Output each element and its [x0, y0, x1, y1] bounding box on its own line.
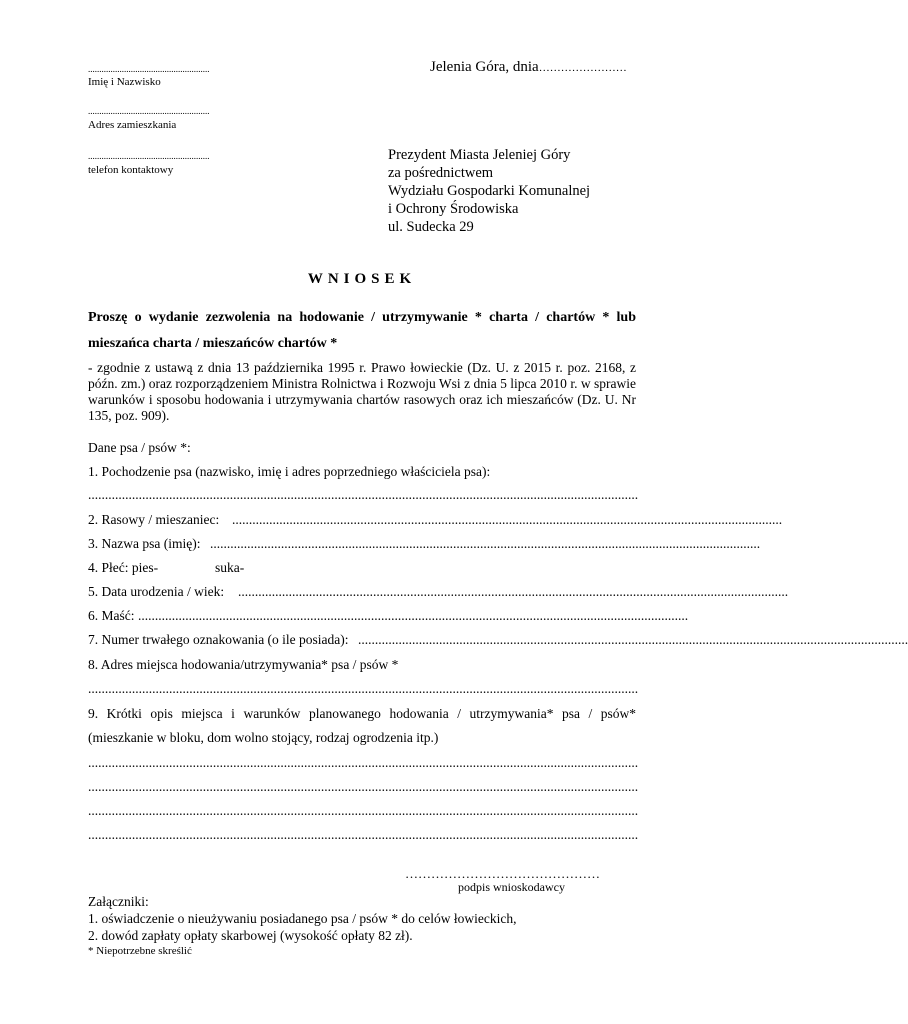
item-6-label: 6. Maść: — [88, 608, 135, 623]
city-date — [430, 59, 627, 76]
item-1-field[interactable]: ................................................................................................................................................................... — [88, 487, 639, 502]
item-9-field-4[interactable]: ................................................................................................................................................................... — [88, 827, 639, 842]
recipient-line: Prezydent Miasta Jeleniej Góry — [388, 147, 571, 163]
item-3-field[interactable]: ................................................................................................................................................................... — [210, 536, 761, 551]
date-dots[interactable]: …………………… — [538, 62, 627, 74]
item-8-field[interactable]: ................................................................................................................................................................... — [88, 681, 639, 696]
attachments-title: Załączniki: — [88, 894, 149, 909]
phone-label: telefon kontaktowy — [88, 164, 174, 176]
item-2-label: 2. Rasowy / mieszaniec: — [88, 512, 220, 527]
address-dots[interactable]: ...................................................... — [88, 106, 210, 116]
document-title: WNIOSEK — [307, 271, 417, 287]
signature-field[interactable]: ……………………………………… — [405, 866, 600, 881]
item-9-label: 9. Krótki opis miejsca i warunków planowanego hodowania / utrzymywania* psa / psów* — [88, 706, 636, 721]
footnote: * Niepotrzebne skreślić — [88, 945, 192, 957]
item-4-female-label: suka- — [215, 560, 245, 575]
attachment-item: 1. oświadczenie o nieużywaniu posiadanego psa / psów * do celów łowieckich, — [88, 911, 517, 926]
dog-data-intro: Dane psa / psów *: — [88, 440, 191, 455]
item-7-label: 7. Numer trwałego oznakowania (o ile posiada): — [88, 632, 349, 647]
item-9-field-3[interactable]: ................................................................................................................................................................... — [88, 803, 639, 818]
name-label: Imię i Nazwisko — [88, 76, 161, 88]
item-9-field-2[interactable]: ................................................................................................................................................................... — [88, 779, 639, 794]
attachment-item: 2. dowód zapłaty opłaty skarbowej (wysokość opłaty 82 zł). — [88, 928, 413, 943]
item-3-label: 3. Nazwa psa (imię): — [88, 536, 201, 551]
legal-basis: - zgodnie z ustawą z dnia 13 października 1995 r. Prawo łowieckie (Dz. U. z 2015 r. poz. 2168, z późn. zm.) oraz rozporządzeniem Ministra Rolnictwa i Rozwoju Wsi z dnia 5 lipca 2010 r. w sprawie warunków i sposobu hodowania i utrzymywania chartów rasowych oraz ich mieszańców (Dz. U. Nr 135, poz. 909). — [88, 360, 636, 423]
name-dots[interactable]: ...................................................... — [88, 64, 210, 74]
item-8-label: 8. Adres miejsca hodowania/utrzymywania* psa / psów * — [88, 657, 399, 672]
item-7-field[interactable]: ................................................................................................................................................................... — [358, 632, 908, 647]
item-5-label: 5. Data urodzenia / wiek: — [88, 584, 225, 599]
address-label: Adres zamieszkania — [88, 119, 177, 131]
recipient-block — [388, 146, 590, 236]
item-5-field[interactable]: ................................................................................................................................................................... — [238, 584, 789, 599]
item-6-field[interactable]: ................................................................................................................................................................... — [138, 608, 689, 623]
request-line-1: Proszę o wydanie zezwolenia na hodowanie / utrzymywanie * charta / chartów * lub — [88, 310, 636, 325]
phone-dots[interactable]: ...................................................... — [88, 151, 210, 161]
item-2-row — [88, 512, 219, 528]
recipient-line: za pośrednictwem — [388, 165, 494, 181]
item-2-field[interactable]: ................................................................................................................................................................... — [232, 512, 783, 527]
recipient-line: Wydziału Gospodarki Komunalnej — [388, 183, 591, 199]
request-line-2: mieszańca charta / mieszańców chartów * — [88, 336, 338, 351]
item-1-label: 1. Pochodzenie psa (nazwisko, imię i adres poprzedniego właściciela psa): — [88, 464, 491, 479]
item-9-field-1[interactable]: ................................................................................................................................................................... — [88, 755, 639, 770]
recipient-line: ul. Sudecka 29 — [388, 219, 474, 235]
recipient-line: i Ochrony Środowiska — [388, 201, 519, 217]
city-date-label: Jelenia Góra, dnia — [430, 59, 539, 75]
signature-label: podpis wnioskodawcy — [458, 880, 565, 894]
item-9-hint: (mieszkanie w bloku, dom wolno stojący, rodzaj ogrodzenia itp.) — [88, 730, 439, 745]
item-4-label: 4. Płeć: pies- — [88, 560, 159, 575]
